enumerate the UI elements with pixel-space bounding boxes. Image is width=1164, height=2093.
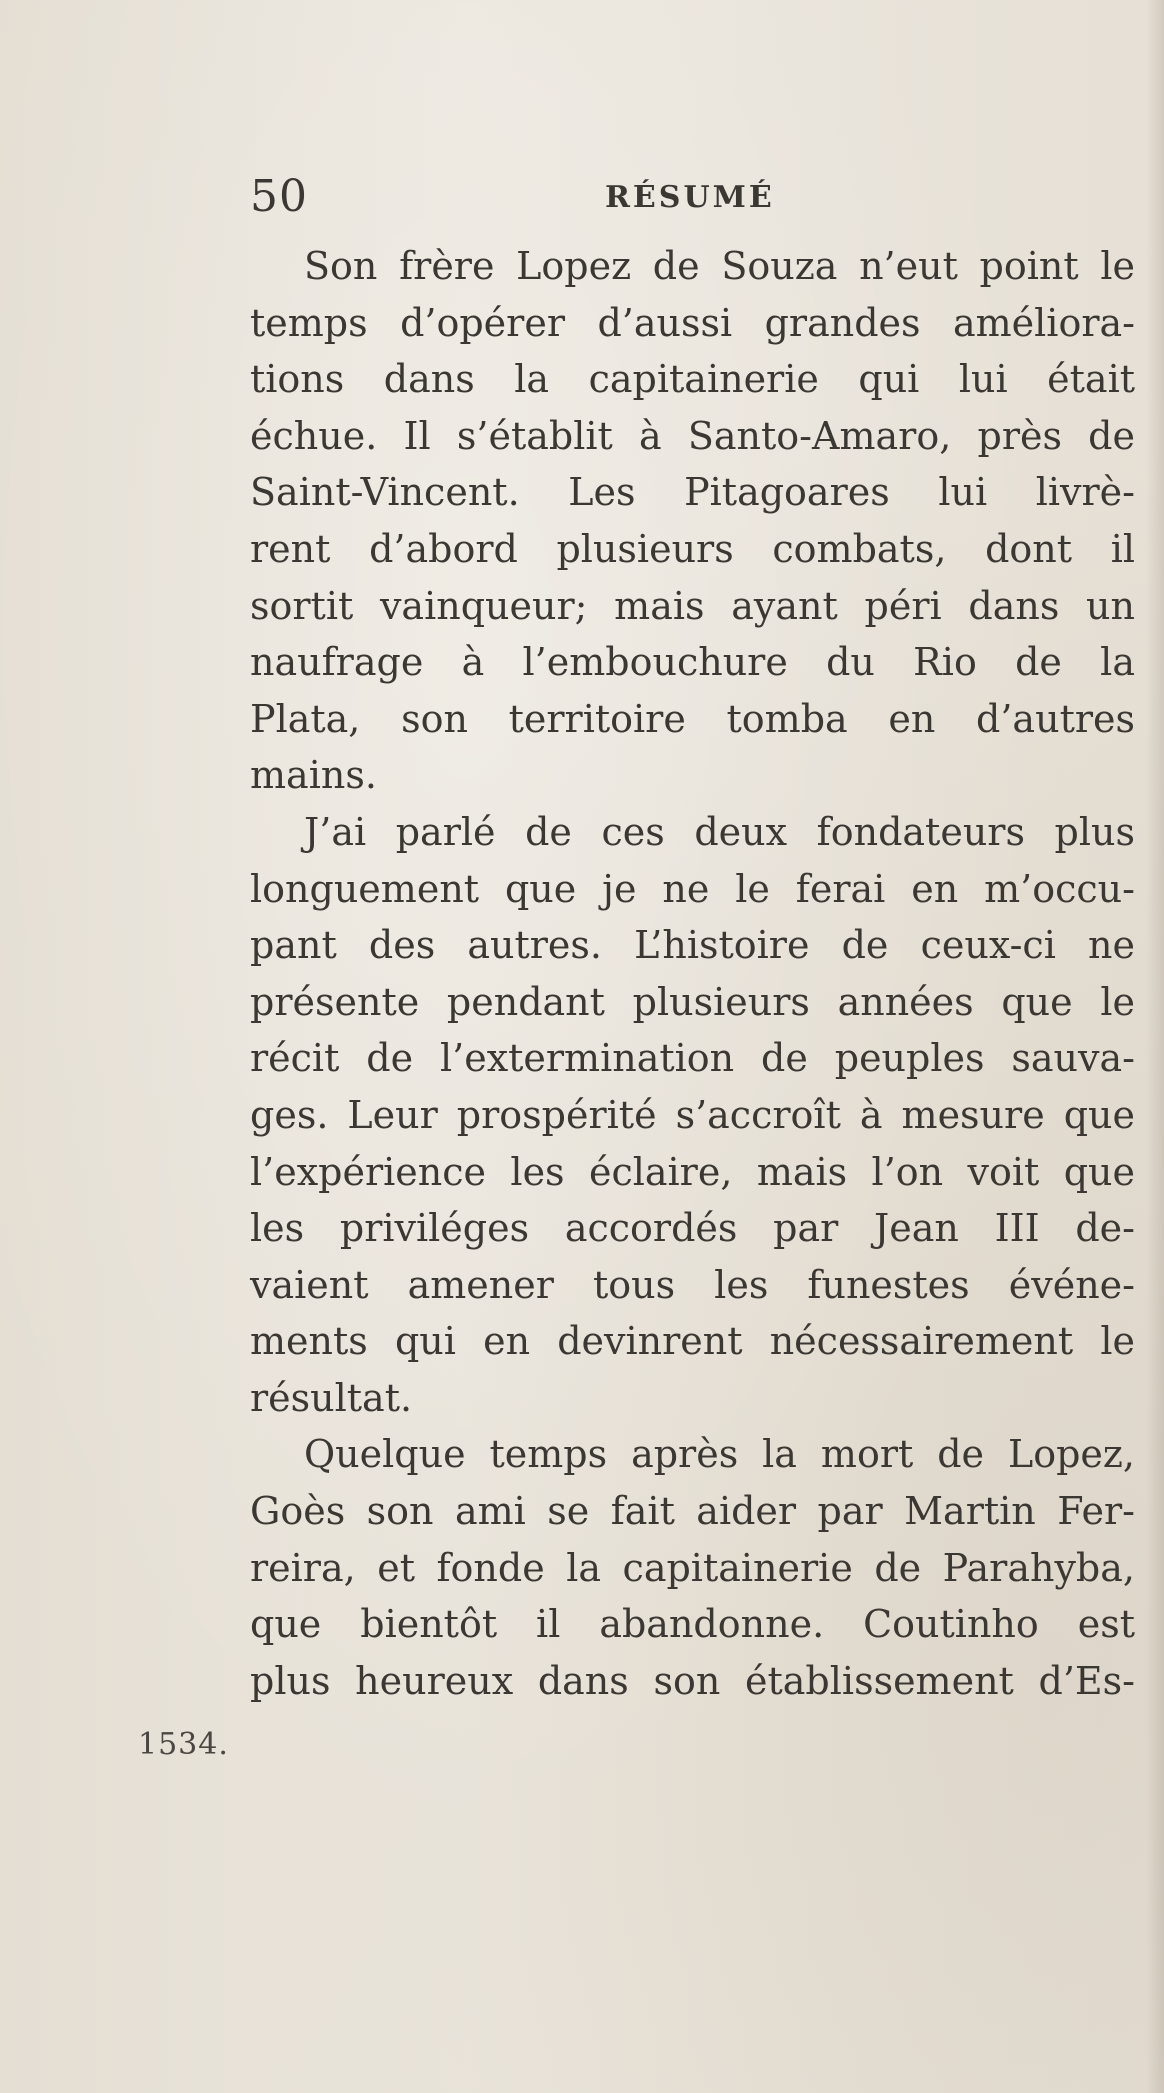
text-line: présente pendant plusieurs années que le bbox=[250, 979, 1135, 1024]
text-line: résultat. bbox=[250, 1375, 413, 1420]
body-text bbox=[250, 238, 1135, 1709]
text-line: ges. Leur prospérité s’accroît à mesure que bbox=[250, 1092, 1135, 1137]
running-head: RÉSUMÉ bbox=[605, 180, 775, 215]
text-line: Son frère Lopez de Souza n’eut point le bbox=[304, 244, 1135, 288]
text-line: rent d’abord plusieurs combats, dont il bbox=[250, 526, 1135, 571]
text-line: que bientôt il abandonne. Coutinho est bbox=[250, 1602, 1135, 1647]
text-line: ments qui en devinrent nécessairement le bbox=[250, 1319, 1135, 1364]
text-line: les priviléges accordés par Jean III de- bbox=[250, 1206, 1135, 1251]
text-line: échue. Il s’établit à Santo-Amaro, près de bbox=[250, 413, 1135, 458]
text-line: l’expérience les éclaire, mais l’on voit que bbox=[250, 1149, 1135, 1194]
text-line: sortit vainqueur; mais ayant péri dans un bbox=[250, 583, 1135, 628]
text-line: Goès son ami se fait aider par Martin Fer- bbox=[250, 1489, 1135, 1534]
text-line: récit de l’extermination de peuples sauva- bbox=[250, 1036, 1135, 1081]
text-line: mains. bbox=[250, 753, 377, 798]
text-line: J’ai parlé de ces deux fondateurs plus bbox=[304, 809, 1135, 854]
text-line: reira, et fonde la capitainerie de Parahyba, bbox=[250, 1545, 1135, 1590]
text-line: tions dans la capitainerie qui lui était bbox=[250, 357, 1135, 402]
text-line: Saint-Vincent. Les Pitagoares lui livrè- bbox=[250, 470, 1135, 515]
text-line: Quelque temps après la mort de Lopez, bbox=[304, 1432, 1135, 1477]
text-line: vaient amener tous les funestes événe- bbox=[250, 1262, 1135, 1307]
text-line: naufrage à l’embouchure du Rio de la bbox=[250, 640, 1135, 685]
text-line: pant des autres. L’histoire de ceux-ci ne bbox=[250, 923, 1135, 968]
text-line: Plata, son territoire tomba en d’autres bbox=[250, 696, 1135, 741]
page-edge-shadow bbox=[1146, 0, 1164, 2093]
page-header bbox=[250, 171, 775, 222]
text-line: plus heureux dans son établissement d’Es- bbox=[250, 1658, 1135, 1703]
page-number: 50 bbox=[250, 171, 308, 222]
text-line: temps d’opérer d’aussi grandes améliora- bbox=[250, 300, 1135, 345]
text-line: longuement que je ne le ferai en m’occu- bbox=[250, 866, 1135, 911]
margin-year-note: 1534. bbox=[138, 1727, 229, 1762]
